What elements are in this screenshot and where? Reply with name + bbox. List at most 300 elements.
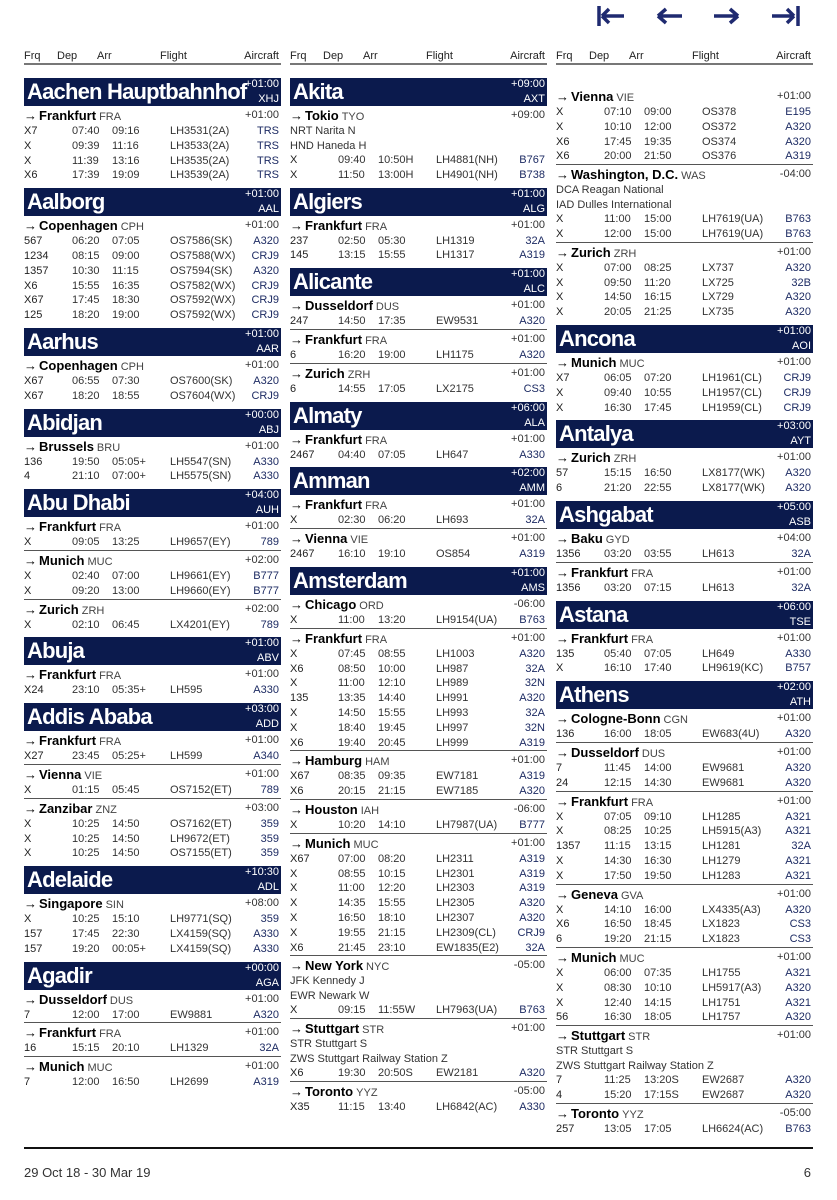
flight-number: LH1959(CL) bbox=[702, 401, 762, 414]
city-name: Amsterdam bbox=[293, 567, 407, 593]
flight-row bbox=[290, 706, 547, 721]
departure-time: 15:15 bbox=[604, 467, 632, 480]
flight-number: LX2175 bbox=[436, 382, 474, 395]
departure-time: 11:25 bbox=[604, 1074, 631, 1087]
city-name: Athens bbox=[559, 682, 629, 708]
aircraft-type: 32N bbox=[524, 721, 545, 734]
departure-time: 13:05 bbox=[604, 1122, 632, 1135]
destination-name: Copenhagen bbox=[39, 357, 118, 373]
aircraft-type: A320 bbox=[785, 903, 811, 916]
city-name: Abidjan bbox=[27, 409, 103, 435]
flight-number: LX4159(SQ) bbox=[170, 927, 232, 940]
departure-time: 10:25 bbox=[72, 913, 100, 926]
destination-timezone: +08:00 bbox=[245, 897, 279, 910]
frequency: X6 bbox=[556, 150, 570, 163]
aircraft-type: CS3 bbox=[523, 382, 545, 395]
route-block bbox=[556, 354, 813, 415]
column-header-aircraft: Aircraft bbox=[244, 50, 279, 62]
flight-number: OS7588(WX) bbox=[170, 249, 236, 262]
aircraft-type: A330 bbox=[253, 942, 279, 955]
frequency: X bbox=[24, 569, 32, 582]
arrival-time: 07:20 bbox=[644, 371, 672, 384]
flight-number: LH3535(2A) bbox=[170, 154, 230, 167]
frequency: 57 bbox=[556, 467, 569, 480]
arrival-time: 22:30 bbox=[112, 927, 140, 940]
aircraft-type: 359 bbox=[260, 913, 279, 926]
flight-number: LH1957(CL) bbox=[702, 386, 762, 399]
arrow-right-icon: → bbox=[290, 531, 303, 547]
flight-number: LH1751 bbox=[702, 996, 741, 1009]
destination-name: Vienna bbox=[305, 531, 348, 547]
destination-name: Vienna bbox=[571, 89, 614, 104]
arrival-time: 23:10 bbox=[378, 941, 406, 954]
previous-page-icon bbox=[654, 3, 686, 29]
departure-time: 08:25 bbox=[604, 825, 632, 838]
frequency: X bbox=[556, 386, 564, 399]
city-timezone: +01:00 bbox=[245, 327, 279, 340]
column-header-dep: Dep bbox=[323, 50, 344, 62]
departure-time: 21:20 bbox=[604, 482, 632, 495]
arrow-right-icon: → bbox=[556, 886, 569, 902]
aircraft-type: 32A bbox=[525, 941, 545, 954]
departure-time: 20:15 bbox=[338, 785, 366, 798]
route-header bbox=[290, 1083, 547, 1100]
route-block bbox=[24, 552, 281, 600]
flight-row bbox=[290, 448, 547, 463]
frequency: X67 bbox=[24, 389, 44, 402]
flight-number: EW7185 bbox=[436, 785, 479, 798]
frequency: X bbox=[24, 139, 32, 152]
aircraft-type: A320 bbox=[785, 761, 811, 774]
flight-number: LH595 bbox=[170, 684, 203, 697]
frequency: X6 bbox=[556, 135, 570, 148]
flight-number: LX4335(A3) bbox=[702, 903, 761, 916]
flight-number: OS7592(WX) bbox=[170, 294, 236, 307]
route-block bbox=[556, 1105, 813, 1137]
flight-row bbox=[290, 881, 547, 896]
frequency: 7 bbox=[556, 1074, 563, 1087]
column-header-dep: Dep bbox=[57, 50, 78, 62]
aircraft-type: A320 bbox=[785, 120, 811, 133]
city-section bbox=[556, 681, 813, 1136]
previous-page-button[interactable] bbox=[652, 2, 688, 30]
route-header bbox=[290, 217, 547, 234]
destination-code: GYD bbox=[605, 533, 630, 546]
arrival-time: 13:25 bbox=[112, 536, 140, 549]
destination-timezone: +01:00 bbox=[245, 767, 279, 780]
arrival-time: 17:40 bbox=[644, 662, 672, 675]
flight-number: OS7600(SK) bbox=[170, 374, 233, 387]
aircraft-type: A319 bbox=[785, 150, 811, 163]
destination-timezone: +02:00 bbox=[245, 553, 279, 566]
destination-code: MUC bbox=[87, 555, 113, 568]
route-block bbox=[24, 107, 281, 183]
arrival-time: 13:20S bbox=[644, 1074, 679, 1087]
frequency: 135 bbox=[290, 692, 309, 705]
city-name: Aalborg bbox=[27, 189, 105, 215]
destination-timezone: +01:00 bbox=[245, 109, 279, 121]
frequency: 135 bbox=[556, 647, 575, 660]
aircraft-type: TRS bbox=[257, 169, 279, 182]
frequency: X bbox=[290, 926, 298, 939]
route-header bbox=[556, 564, 813, 581]
flight-row bbox=[290, 818, 547, 833]
frequency: X bbox=[24, 536, 32, 549]
flight-number: LH1283 bbox=[702, 869, 741, 882]
route-block bbox=[24, 357, 281, 404]
departure-time: 11:00 bbox=[338, 613, 365, 626]
arrow-right-icon: → bbox=[24, 438, 37, 454]
flight-number: LH999 bbox=[436, 736, 469, 749]
flight-row bbox=[290, 1066, 547, 1081]
arrow-right-icon: → bbox=[290, 596, 303, 612]
destination-name: Toronto bbox=[571, 1105, 620, 1121]
frequency: X27 bbox=[24, 750, 44, 763]
departure-time: 09:39 bbox=[72, 139, 100, 152]
city-header bbox=[290, 268, 547, 296]
frequency: 157 bbox=[24, 942, 43, 955]
flight-number: LX1823 bbox=[702, 933, 740, 946]
arrival-time: 19:50 bbox=[644, 869, 672, 882]
frequency: 136 bbox=[24, 455, 43, 468]
frequency: 145 bbox=[290, 249, 309, 262]
arrival-time: 18:45 bbox=[644, 918, 672, 931]
frequency: X bbox=[556, 213, 564, 226]
destination-timezone: +01:00 bbox=[511, 631, 545, 644]
route-block bbox=[556, 244, 813, 320]
frequency: X bbox=[24, 783, 32, 796]
flight-row bbox=[556, 1073, 813, 1088]
flight-row bbox=[556, 966, 813, 981]
frequency: X bbox=[290, 647, 298, 660]
destination-code: ZRH bbox=[613, 453, 637, 466]
flight-row bbox=[24, 927, 281, 942]
flight-number: LX735 bbox=[702, 306, 734, 319]
aircraft-type: 32A bbox=[525, 514, 545, 527]
destination-name: Baku bbox=[571, 530, 603, 546]
city-section bbox=[556, 420, 813, 496]
city-code: ABV bbox=[256, 652, 279, 665]
aircraft-type: A319 bbox=[519, 882, 545, 895]
route-header bbox=[24, 217, 281, 234]
flight-row bbox=[556, 290, 813, 305]
arrival-time: 10:50H bbox=[378, 154, 414, 166]
flight-row bbox=[556, 466, 813, 481]
route-header bbox=[24, 518, 281, 535]
flight-row bbox=[290, 513, 547, 528]
destination-timezone: +01:00 bbox=[777, 745, 811, 758]
flight-row bbox=[556, 149, 813, 164]
aircraft-type: A330 bbox=[785, 647, 811, 660]
city-timezone: +06:00 bbox=[777, 600, 811, 613]
flight-number: EW9681 bbox=[702, 761, 745, 774]
destination-code: FRA bbox=[99, 1028, 122, 1041]
destination-timezone: +01:00 bbox=[245, 219, 279, 232]
arrival-time: 17:35 bbox=[378, 315, 406, 328]
destination-code: ZRH bbox=[81, 604, 105, 617]
arrival-time: 14:00 bbox=[644, 761, 672, 774]
route-block bbox=[24, 1024, 281, 1057]
flight-row bbox=[556, 917, 813, 932]
frequency: 567 bbox=[24, 235, 43, 248]
departure-time: 20:05 bbox=[604, 306, 632, 319]
arrival-time: 05:25+ bbox=[112, 750, 146, 763]
departure-time: 14:50 bbox=[338, 315, 366, 328]
departure-time: 08:15 bbox=[72, 249, 100, 262]
arrival-time: 14:10 bbox=[378, 818, 406, 831]
frequency: X6 bbox=[24, 279, 38, 292]
arrival-time: 20:50S bbox=[378, 1067, 413, 1080]
aircraft-type: 32A bbox=[259, 1042, 279, 1055]
timetable-column bbox=[556, 48, 813, 1136]
flight-number: LH1961(CL) bbox=[702, 371, 762, 384]
route-block bbox=[290, 365, 547, 397]
destination-code: FRA bbox=[631, 567, 654, 580]
flight-row bbox=[556, 981, 813, 996]
city-section bbox=[24, 78, 281, 183]
aircraft-type: CRJ9 bbox=[783, 371, 811, 384]
city-code: AUH bbox=[255, 504, 279, 517]
arrival-time: 12:00 bbox=[644, 120, 672, 133]
arrival-time: 21:25 bbox=[644, 306, 672, 319]
flight-row bbox=[290, 613, 547, 628]
route-block bbox=[24, 666, 281, 698]
arrow-right-icon: → bbox=[24, 800, 37, 816]
route-block bbox=[290, 752, 547, 800]
frequency: X bbox=[556, 996, 564, 1009]
flight-row bbox=[290, 234, 547, 249]
flight-number: LH989 bbox=[436, 677, 469, 690]
flight-number: LH1281 bbox=[702, 840, 741, 853]
city-code: AGA bbox=[255, 976, 279, 989]
aircraft-type: A330 bbox=[253, 470, 279, 483]
aircraft-type: A319 bbox=[519, 548, 545, 561]
frequency: 237 bbox=[290, 234, 309, 247]
aircraft-type: CRJ9 bbox=[251, 249, 279, 262]
route-block bbox=[290, 1083, 547, 1115]
destination-timezone: +01:00 bbox=[511, 218, 545, 231]
arrow-right-icon: → bbox=[556, 450, 569, 466]
flight-number: LH2699 bbox=[170, 1076, 209, 1089]
frequency: X bbox=[556, 120, 564, 133]
destination-code: FRA bbox=[365, 500, 388, 513]
aircraft-type: A320 bbox=[785, 1088, 811, 1101]
aircraft-type: 789 bbox=[260, 618, 279, 631]
arrow-right-icon: → bbox=[556, 1028, 569, 1044]
frequency: X bbox=[24, 618, 32, 631]
route-block bbox=[556, 710, 813, 743]
destination-name: Zurich bbox=[39, 601, 79, 617]
arrival-time: 17:05 bbox=[644, 1122, 672, 1135]
frequency: X bbox=[556, 106, 564, 118]
arrival-time: 10:25 bbox=[644, 825, 672, 838]
arrival-time: 21:50 bbox=[644, 150, 672, 163]
flight-number: EW2687 bbox=[702, 1088, 745, 1101]
flight-number: OS7162(ET) bbox=[170, 817, 232, 830]
flight-number: OS7604(WX) bbox=[170, 389, 236, 402]
departure-time: 11:00 bbox=[338, 677, 365, 690]
airport-note: NRT Narita N bbox=[290, 125, 356, 137]
city-header bbox=[290, 467, 547, 495]
arrow-right-icon: → bbox=[290, 1021, 303, 1037]
city-section bbox=[290, 78, 547, 183]
aircraft-type: 359 bbox=[260, 832, 279, 845]
city-header bbox=[24, 328, 281, 356]
destination-timezone: +01:00 bbox=[245, 734, 279, 747]
airport-note: STR Stuttgart S bbox=[556, 1045, 634, 1058]
flight-number: LH987 bbox=[436, 662, 469, 675]
next-page-button[interactable] bbox=[708, 2, 744, 30]
frequency: 7 bbox=[556, 761, 563, 774]
departure-time: 09:05 bbox=[72, 536, 100, 549]
frequency: X bbox=[556, 810, 564, 823]
flight-number: LH2311 bbox=[436, 852, 474, 865]
flight-row bbox=[24, 942, 281, 957]
destination-code: YYZ bbox=[356, 1086, 378, 1099]
departure-time: 10:30 bbox=[72, 264, 100, 277]
departure-time: 14:35 bbox=[338, 897, 366, 910]
destination-code: CGN bbox=[663, 714, 688, 727]
aircraft-type: A330 bbox=[253, 455, 279, 468]
flight-row bbox=[556, 727, 813, 742]
destination-code: HAM bbox=[365, 756, 390, 769]
destination-name: Frankfurt bbox=[305, 217, 363, 233]
flight-row bbox=[24, 249, 281, 264]
flight-number: EW9681 bbox=[702, 776, 745, 789]
flight-number: OS376 bbox=[702, 150, 737, 163]
aircraft-type: A320 bbox=[253, 1008, 279, 1021]
flight-row bbox=[556, 810, 813, 825]
departure-time: 07:05 bbox=[604, 810, 632, 823]
arrival-time: 14:50 bbox=[112, 817, 140, 830]
arrival-time: 07:00 bbox=[112, 569, 140, 582]
arrow-right-icon: → bbox=[24, 1059, 37, 1075]
city-header bbox=[24, 703, 281, 731]
flight-row bbox=[24, 293, 281, 308]
flight-number: LH3531(2A) bbox=[170, 125, 230, 137]
aircraft-type: A320 bbox=[785, 776, 811, 789]
arrival-time: 21:15 bbox=[644, 933, 672, 946]
aircraft-type: A321 bbox=[785, 825, 811, 838]
departure-time: 06:20 bbox=[72, 235, 100, 248]
flight-row bbox=[290, 721, 547, 736]
arrow-right-icon: → bbox=[290, 331, 303, 347]
aircraft-type: B738 bbox=[519, 168, 545, 181]
city-header bbox=[24, 637, 281, 665]
flight-number: LX725 bbox=[702, 276, 734, 289]
departure-time: 11:00 bbox=[604, 213, 631, 226]
last-page-button[interactable] bbox=[767, 2, 803, 30]
flight-row bbox=[290, 248, 547, 263]
city-timezone: +00:00 bbox=[245, 961, 279, 974]
route-header bbox=[290, 1020, 547, 1037]
flight-row bbox=[24, 469, 281, 484]
flight-row bbox=[290, 911, 547, 926]
arrival-time: 05:35+ bbox=[112, 684, 146, 697]
arrow-right-icon: → bbox=[24, 733, 37, 749]
route-block bbox=[556, 449, 813, 496]
flight-row bbox=[556, 854, 813, 869]
destination-timezone: +01:00 bbox=[511, 754, 545, 767]
frequency: X bbox=[24, 154, 32, 167]
aircraft-type: CRJ9 bbox=[517, 926, 545, 939]
frequency: X bbox=[556, 869, 564, 882]
route-header bbox=[556, 449, 813, 466]
destination-timezone: +01:00 bbox=[511, 1022, 545, 1035]
arrow-right-icon: → bbox=[290, 835, 303, 851]
first-page-button[interactable] bbox=[594, 2, 630, 30]
city-code: XHJ bbox=[258, 93, 279, 105]
aircraft-type: A320 bbox=[253, 235, 279, 248]
departure-time: 10:20 bbox=[338, 818, 366, 831]
city-timezone: +01:00 bbox=[245, 78, 279, 90]
route-header bbox=[556, 1105, 813, 1122]
arrow-right-icon: → bbox=[24, 218, 37, 234]
flight-row bbox=[556, 105, 813, 120]
route-block bbox=[24, 601, 281, 633]
departure-time: 01:15 bbox=[72, 783, 100, 796]
destination-code: SIN bbox=[105, 899, 124, 912]
flight-row bbox=[556, 120, 813, 135]
frequency: X35 bbox=[290, 1100, 310, 1113]
departure-time: 09:15 bbox=[338, 1004, 366, 1017]
arrival-time: 18:55 bbox=[112, 389, 140, 402]
flight-row bbox=[556, 1088, 813, 1103]
aircraft-type: 359 bbox=[260, 847, 279, 860]
arrival-time: 09:16 bbox=[112, 125, 140, 137]
flight-row bbox=[556, 305, 813, 320]
flight-row bbox=[24, 264, 281, 279]
flight-number: LH2305 bbox=[436, 897, 475, 910]
destination-timezone: +01:00 bbox=[245, 1026, 279, 1039]
flight-number: LH5915(A3) bbox=[702, 825, 762, 838]
flight-row bbox=[24, 139, 281, 154]
departure-time: 17:45 bbox=[72, 927, 100, 940]
departure-time: 05:40 bbox=[604, 647, 632, 660]
aircraft-type: A321 bbox=[785, 996, 811, 1009]
arrow-right-icon: → bbox=[290, 630, 303, 646]
flight-row bbox=[556, 839, 813, 854]
route-header bbox=[24, 107, 281, 124]
flight-number: LH9154(UA) bbox=[436, 613, 498, 626]
destination-code: ZNZ bbox=[95, 803, 117, 816]
city-name: Akita bbox=[293, 79, 343, 104]
arrival-time: 19:00 bbox=[378, 348, 406, 361]
flight-number: LH647 bbox=[436, 448, 469, 461]
destination-name: Hamburg bbox=[305, 753, 363, 769]
flight-number: LH997 bbox=[436, 721, 469, 734]
flight-number: LH4901(NH) bbox=[436, 168, 498, 181]
destination-name: Munich bbox=[39, 552, 85, 568]
destination-code: ZRH bbox=[347, 368, 371, 381]
flight-number: LH1319 bbox=[436, 234, 475, 247]
aircraft-type: A320 bbox=[785, 1011, 811, 1024]
departure-time: 17:45 bbox=[72, 294, 100, 307]
departure-time: 07:40 bbox=[72, 125, 100, 137]
arrow-right-icon: → bbox=[556, 1105, 569, 1121]
destination-name: Frankfurt bbox=[305, 431, 363, 447]
flight-row bbox=[290, 941, 547, 956]
flight-number: LH599 bbox=[170, 750, 203, 763]
departure-time: 02:30 bbox=[338, 514, 366, 527]
departure-time: 12:00 bbox=[604, 227, 632, 240]
flight-number: LH1755 bbox=[702, 966, 741, 979]
departure-time: 14:50 bbox=[338, 706, 366, 719]
city-timezone: +01:00 bbox=[245, 188, 279, 201]
timetable-column bbox=[290, 48, 547, 1115]
departure-time: 10:25 bbox=[72, 832, 100, 845]
arrival-time: 17:00 bbox=[112, 1008, 140, 1021]
